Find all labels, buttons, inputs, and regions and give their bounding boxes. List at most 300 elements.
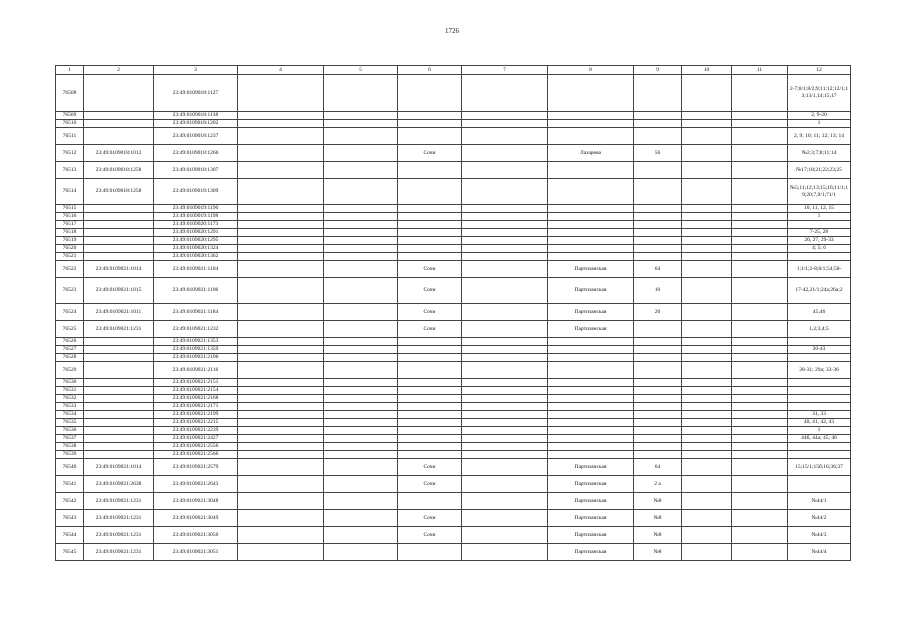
city-cell bbox=[398, 221, 462, 229]
column-10-cell bbox=[682, 321, 732, 338]
column-5-cell bbox=[324, 162, 398, 179]
record-number-cell: 76529 bbox=[56, 362, 84, 379]
room-numbers-cell bbox=[788, 451, 851, 459]
record-number-cell: 76510 bbox=[56, 120, 84, 128]
column-7-cell bbox=[462, 527, 548, 544]
cadastral-number-cell: 23:49:0109021:2116 bbox=[154, 362, 238, 379]
city-cell bbox=[398, 346, 462, 354]
house-number-cell: №8 bbox=[634, 544, 682, 561]
room-numbers-cell: №17;18;21;22;23;25 bbox=[788, 162, 851, 179]
street-cell bbox=[548, 253, 634, 261]
record-number-cell: 76522 bbox=[56, 261, 84, 278]
column-7-cell bbox=[462, 395, 548, 403]
house-number-cell: 10 bbox=[634, 278, 682, 304]
city-cell bbox=[398, 205, 462, 213]
cadastral-number-cell: 23:49:0109021:3048 bbox=[154, 493, 238, 510]
house-number-cell bbox=[634, 205, 682, 213]
table-row bbox=[56, 443, 851, 451]
column-5-cell bbox=[324, 354, 398, 362]
column-11-cell bbox=[732, 427, 788, 435]
house-number-cell bbox=[634, 128, 682, 145]
table-row bbox=[56, 362, 851, 379]
city-cell bbox=[398, 411, 462, 419]
street-cell bbox=[548, 128, 634, 145]
cadastral-number-cell: 23:49:0109021:2556 bbox=[154, 443, 238, 451]
column-4-cell bbox=[238, 128, 324, 145]
column-10-cell bbox=[682, 419, 732, 427]
column-7-cell bbox=[462, 544, 548, 561]
room-numbers-cell bbox=[788, 476, 851, 493]
record-number-cell: 76544 bbox=[56, 527, 84, 544]
column-4-cell bbox=[238, 354, 324, 362]
column-5-cell bbox=[324, 493, 398, 510]
record-number-cell: 76521 bbox=[56, 253, 84, 261]
cadastral-number-cell: 23:49:0109018:1237 bbox=[154, 128, 238, 145]
column-11-cell bbox=[732, 451, 788, 459]
column-7-cell bbox=[462, 213, 548, 221]
street-cell: Партизанская bbox=[548, 544, 634, 561]
house-number-cell: 56 bbox=[634, 145, 682, 162]
column-7-cell bbox=[462, 245, 548, 253]
column-4-cell bbox=[238, 527, 324, 544]
column-10-cell bbox=[682, 459, 732, 476]
parent-cadastral-number-cell bbox=[84, 338, 154, 346]
street-cell: Партизанская bbox=[548, 304, 634, 321]
cadastral-number-cell: 23:49:0109021:2215 bbox=[154, 419, 238, 427]
column-11-cell bbox=[732, 443, 788, 451]
street-cell bbox=[548, 451, 634, 459]
column-11-cell bbox=[732, 459, 788, 476]
column-10-cell bbox=[682, 229, 732, 237]
city-cell bbox=[398, 179, 462, 205]
column-5-cell bbox=[324, 278, 398, 304]
column-7-cell bbox=[462, 237, 548, 245]
parent-cadastral-number-cell bbox=[84, 362, 154, 379]
table-row bbox=[56, 451, 851, 459]
column-10-cell bbox=[682, 443, 732, 451]
column-10-cell bbox=[682, 403, 732, 411]
column-5-cell bbox=[324, 145, 398, 162]
column-11-cell bbox=[732, 237, 788, 245]
room-numbers-cell: 2, 9-20 bbox=[788, 112, 851, 120]
house-number-cell bbox=[634, 245, 682, 253]
column-4-cell bbox=[238, 395, 324, 403]
table-row bbox=[56, 112, 851, 120]
city-cell bbox=[398, 128, 462, 145]
house-number-cell bbox=[634, 354, 682, 362]
column-4-cell bbox=[238, 162, 324, 179]
street-cell bbox=[548, 112, 634, 120]
column-5-cell bbox=[324, 245, 398, 253]
city-cell bbox=[398, 338, 462, 346]
city-cell bbox=[398, 120, 462, 128]
column-7-cell bbox=[462, 493, 548, 510]
column-10-cell bbox=[682, 527, 732, 544]
record-number-cell: 76523 bbox=[56, 278, 84, 304]
column-5-cell bbox=[324, 253, 398, 261]
house-number-cell bbox=[634, 379, 682, 387]
cadastral-number-cell: 23:49:0109020:1173 bbox=[154, 221, 238, 229]
room-numbers-cell: 1 bbox=[788, 427, 851, 435]
room-numbers-cell: 4; 5; 6 bbox=[788, 245, 851, 253]
column-4-cell bbox=[238, 253, 324, 261]
column-4-cell bbox=[238, 145, 324, 162]
city-cell bbox=[398, 112, 462, 120]
record-number-cell: 76527 bbox=[56, 346, 84, 354]
record-number-cell: 76533 bbox=[56, 403, 84, 411]
cadastral-number-cell: 23:49:0109020:1324 bbox=[154, 245, 238, 253]
column-7-cell bbox=[462, 411, 548, 419]
column-11-cell bbox=[732, 346, 788, 354]
city-cell bbox=[398, 419, 462, 427]
room-numbers-cell: 17-42,21/1;24а;26а;2 bbox=[788, 278, 851, 304]
table-row bbox=[56, 411, 851, 419]
record-number-cell: 76513 bbox=[56, 162, 84, 179]
column-11-cell bbox=[732, 403, 788, 411]
city-cell bbox=[398, 493, 462, 510]
column-5-cell bbox=[324, 338, 398, 346]
house-number-cell: №8 bbox=[634, 493, 682, 510]
street-cell bbox=[548, 221, 634, 229]
table-row bbox=[56, 261, 851, 278]
column-4-cell bbox=[238, 229, 324, 237]
record-number-cell: 76540 bbox=[56, 459, 84, 476]
column-11-cell bbox=[732, 379, 788, 387]
cadastral-number-cell: 23:49:0109021:3050 bbox=[154, 527, 238, 544]
column-7-cell bbox=[462, 354, 548, 362]
column-4-cell bbox=[238, 544, 324, 561]
column-11-cell bbox=[732, 221, 788, 229]
street-cell: Партизанская bbox=[548, 493, 634, 510]
parent-cadastral-number-cell bbox=[84, 427, 154, 435]
room-numbers-cell bbox=[788, 387, 851, 395]
column-4-cell bbox=[238, 362, 324, 379]
column-7-cell bbox=[462, 419, 548, 427]
street-cell bbox=[548, 427, 634, 435]
city-cell bbox=[398, 451, 462, 459]
record-number-cell: 76534 bbox=[56, 411, 84, 419]
column-5-cell bbox=[324, 75, 398, 112]
column-7-cell bbox=[462, 510, 548, 527]
room-numbers-cell: 26, 27, 29-33 bbox=[788, 237, 851, 245]
record-number-cell: 76545 bbox=[56, 544, 84, 561]
room-numbers-cell: 1 bbox=[788, 120, 851, 128]
house-number-cell bbox=[634, 237, 682, 245]
street-cell: Лазарева bbox=[548, 145, 634, 162]
table-row bbox=[56, 245, 851, 253]
column-11-cell bbox=[732, 162, 788, 179]
record-number-cell: 76525 bbox=[56, 321, 84, 338]
column-11-cell bbox=[732, 544, 788, 561]
column-5-cell bbox=[324, 179, 398, 205]
cadastral-number-cell: 23:49:0109020:1295 bbox=[154, 237, 238, 245]
column-7-cell bbox=[462, 253, 548, 261]
column-11-cell bbox=[732, 411, 788, 419]
column-4-cell bbox=[238, 321, 324, 338]
table-row bbox=[56, 145, 851, 162]
column-4-cell bbox=[238, 261, 324, 278]
column-4-cell bbox=[238, 213, 324, 221]
house-number-cell bbox=[634, 403, 682, 411]
table-row bbox=[56, 120, 851, 128]
column-7-cell bbox=[462, 128, 548, 145]
city-cell bbox=[398, 354, 462, 362]
room-numbers-cell bbox=[788, 221, 851, 229]
column-5-cell bbox=[324, 411, 398, 419]
street-cell: Партизанская bbox=[548, 510, 634, 527]
column-5-cell bbox=[324, 261, 398, 278]
parent-cadastral-number-cell bbox=[84, 128, 154, 145]
column-7-cell bbox=[462, 120, 548, 128]
room-numbers-cell: 1,2;3,4;5 bbox=[788, 321, 851, 338]
cadastral-number-cell: 23:49:0109021:3051 bbox=[154, 544, 238, 561]
record-number-cell: 76541 bbox=[56, 476, 84, 493]
column-11-cell bbox=[732, 261, 788, 278]
table-row bbox=[56, 338, 851, 346]
column-5-cell bbox=[324, 427, 398, 435]
column-4-cell bbox=[238, 443, 324, 451]
cadastral-number-cell: 23:49:0109021:2199 bbox=[154, 411, 238, 419]
column-header: 12 bbox=[788, 66, 851, 75]
column-5-cell bbox=[324, 221, 398, 229]
parent-cadastral-number-cell bbox=[84, 451, 154, 459]
parent-cadastral-number-cell bbox=[84, 411, 154, 419]
record-number-cell: 76538 bbox=[56, 443, 84, 451]
column-header: 1 bbox=[56, 66, 84, 75]
column-10-cell bbox=[682, 179, 732, 205]
house-number-cell bbox=[634, 221, 682, 229]
house-number-cell: 64 bbox=[634, 261, 682, 278]
table-row bbox=[56, 179, 851, 205]
parent-cadastral-number-cell bbox=[84, 237, 154, 245]
column-7-cell bbox=[462, 387, 548, 395]
column-10-cell bbox=[682, 362, 732, 379]
cadastral-number-cell: 23:49:0109019:1198 bbox=[154, 213, 238, 221]
cadastral-number-cell: 23:49:0109021:1353 bbox=[154, 338, 238, 346]
city-cell: Сочи bbox=[398, 278, 462, 304]
column-10-cell bbox=[682, 112, 732, 120]
parent-cadastral-number-cell bbox=[84, 354, 154, 362]
parent-cadastral-number-cell bbox=[84, 253, 154, 261]
city-cell bbox=[398, 443, 462, 451]
table-row bbox=[56, 493, 851, 510]
record-number-cell: 76528 bbox=[56, 354, 84, 362]
street-cell bbox=[548, 435, 634, 443]
parent-cadastral-number-cell: 23:49:0109021:1014 bbox=[84, 261, 154, 278]
house-number-cell bbox=[634, 387, 682, 395]
room-numbers-cell bbox=[788, 253, 851, 261]
street-cell bbox=[548, 443, 634, 451]
parent-cadastral-number-cell bbox=[84, 387, 154, 395]
column-5-cell bbox=[324, 544, 398, 561]
street-cell: Партизанская bbox=[548, 321, 634, 338]
column-11-cell bbox=[732, 245, 788, 253]
column-5-cell bbox=[324, 205, 398, 213]
column-11-cell bbox=[732, 179, 788, 205]
column-header: 3 bbox=[154, 66, 238, 75]
table-row bbox=[56, 510, 851, 527]
column-10-cell bbox=[682, 278, 732, 304]
parent-cadastral-number-cell: 23:49:0109021:1231 bbox=[84, 321, 154, 338]
table-row bbox=[56, 346, 851, 354]
city-cell: Сочи bbox=[398, 304, 462, 321]
parent-cadastral-number-cell bbox=[84, 379, 154, 387]
column-7-cell bbox=[462, 162, 548, 179]
parent-cadastral-number-cell bbox=[84, 346, 154, 354]
column-header: 11 bbox=[732, 66, 788, 75]
room-numbers-cell bbox=[788, 403, 851, 411]
house-number-cell: №8 bbox=[634, 510, 682, 527]
record-number-cell: 76511 bbox=[56, 128, 84, 145]
parent-cadastral-number-cell bbox=[84, 229, 154, 237]
column-11-cell bbox=[732, 304, 788, 321]
cadastral-number-cell: 23:49:0109021:1232 bbox=[154, 321, 238, 338]
column-4-cell bbox=[238, 338, 324, 346]
city-cell: Сочи bbox=[398, 476, 462, 493]
column-10-cell bbox=[682, 221, 732, 229]
column-5-cell bbox=[324, 451, 398, 459]
cadastral-number-cell: 23:49:0109021:2643 bbox=[154, 476, 238, 493]
room-numbers-cell: 1 bbox=[788, 213, 851, 221]
table-row bbox=[56, 304, 851, 321]
parent-cadastral-number-cell: 23:49:0109018:1012 bbox=[84, 145, 154, 162]
room-numbers-cell bbox=[788, 338, 851, 346]
table-row bbox=[56, 544, 851, 561]
column-10-cell bbox=[682, 493, 732, 510]
table-row bbox=[56, 476, 851, 493]
column-4-cell bbox=[238, 403, 324, 411]
city-cell: Сочи bbox=[398, 145, 462, 162]
column-5-cell bbox=[324, 229, 398, 237]
column-header: 8 bbox=[548, 66, 634, 75]
street-cell: Партизанская bbox=[548, 527, 634, 544]
column-7-cell bbox=[462, 459, 548, 476]
city-cell bbox=[398, 379, 462, 387]
city-cell: Сочи bbox=[398, 261, 462, 278]
record-number-cell: 76515 bbox=[56, 205, 84, 213]
column-4-cell bbox=[238, 476, 324, 493]
page-number: 1726 bbox=[445, 27, 459, 35]
cadastral-number-cell: 23:49:0109018:1309 bbox=[154, 179, 238, 205]
city-cell bbox=[398, 435, 462, 443]
house-number-cell bbox=[634, 346, 682, 354]
column-10-cell bbox=[682, 510, 732, 527]
column-4-cell bbox=[238, 493, 324, 510]
record-number-cell: 76542 bbox=[56, 493, 84, 510]
street-cell bbox=[548, 362, 634, 379]
cadastral-number-cell: 23:49:0109018:1266 bbox=[154, 145, 238, 162]
record-number-cell: 76539 bbox=[56, 451, 84, 459]
house-number-cell bbox=[634, 443, 682, 451]
house-number-cell: 20 bbox=[634, 304, 682, 321]
cadastral-number-cell: 23:49:0109018:1307 bbox=[154, 162, 238, 179]
parent-cadastral-number-cell bbox=[84, 403, 154, 411]
city-cell bbox=[398, 253, 462, 261]
room-numbers-cell: 10, 11, 12, 15 bbox=[788, 205, 851, 213]
record-number-cell: 76519 bbox=[56, 237, 84, 245]
column-5-cell bbox=[324, 379, 398, 387]
parent-cadastral-number-cell: 23:49:0109021:1231 bbox=[84, 544, 154, 561]
column-5-cell bbox=[324, 435, 398, 443]
column-11-cell bbox=[732, 419, 788, 427]
column-11-cell bbox=[732, 527, 788, 544]
street-cell bbox=[548, 213, 634, 221]
column-11-cell bbox=[732, 112, 788, 120]
record-number-cell: 76543 bbox=[56, 510, 84, 527]
parent-cadastral-number-cell bbox=[84, 435, 154, 443]
column-11-cell bbox=[732, 362, 788, 379]
column-10-cell bbox=[682, 346, 732, 354]
parent-cadastral-number-cell: 23:49:0109021:1011 bbox=[84, 304, 154, 321]
column-11-cell bbox=[732, 395, 788, 403]
house-number-cell bbox=[634, 162, 682, 179]
city-cell bbox=[398, 427, 462, 435]
record-number-cell: 76536 bbox=[56, 427, 84, 435]
column-4-cell bbox=[238, 510, 324, 527]
house-number-cell bbox=[634, 419, 682, 427]
column-10-cell bbox=[682, 354, 732, 362]
column-4-cell bbox=[238, 237, 324, 245]
cadastral-number-cell: 23:49:0109021:1359 bbox=[154, 346, 238, 354]
column-10-cell bbox=[682, 338, 732, 346]
city-cell bbox=[398, 403, 462, 411]
column-7-cell bbox=[462, 179, 548, 205]
room-numbers-cell: 7-25, 28 bbox=[788, 229, 851, 237]
column-7-cell bbox=[462, 229, 548, 237]
room-numbers-cell: 28-31; 29а; 33-36 bbox=[788, 362, 851, 379]
parent-cadastral-number-cell: 23:49:0109021:1231 bbox=[84, 527, 154, 544]
table-row bbox=[56, 213, 851, 221]
column-5-cell bbox=[324, 476, 398, 493]
column-7-cell bbox=[462, 379, 548, 387]
cadastral-number-cell: 23:49:0109021:1104 bbox=[154, 261, 238, 278]
column-10-cell bbox=[682, 451, 732, 459]
house-number-cell: №8 bbox=[634, 527, 682, 544]
column-5-cell bbox=[324, 403, 398, 411]
column-7-cell bbox=[462, 278, 548, 304]
room-numbers-cell: 44б, 44а; 45; 46 bbox=[788, 435, 851, 443]
record-number-cell: 76526 bbox=[56, 338, 84, 346]
cadastral-number-cell: 23:49:0109018:1138 bbox=[154, 112, 238, 120]
column-11-cell bbox=[732, 75, 788, 112]
city-cell: Сочи bbox=[398, 527, 462, 544]
column-7-cell bbox=[462, 346, 548, 354]
city-cell bbox=[398, 229, 462, 237]
column-11-cell bbox=[732, 278, 788, 304]
table-row bbox=[56, 395, 851, 403]
street-cell bbox=[548, 379, 634, 387]
table-row bbox=[56, 221, 851, 229]
room-numbers-cell: 1;1/1;2-8;8/1;54;58- bbox=[788, 261, 851, 278]
room-numbers-cell: №44/2 bbox=[788, 510, 851, 527]
room-numbers-cell bbox=[788, 443, 851, 451]
room-numbers-cell: 2, 9; 10; 11; 12; 13; 14 bbox=[788, 128, 851, 145]
column-5-cell bbox=[324, 419, 398, 427]
column-5-cell bbox=[324, 213, 398, 221]
house-number-cell bbox=[634, 112, 682, 120]
column-5-cell bbox=[324, 527, 398, 544]
column-4-cell bbox=[238, 75, 324, 112]
column-11-cell bbox=[732, 229, 788, 237]
column-4-cell bbox=[238, 459, 324, 476]
house-number-cell bbox=[634, 451, 682, 459]
city-cell: Сочи bbox=[398, 459, 462, 476]
cadastral-number-cell: 23:49:0109021:2566 bbox=[154, 451, 238, 459]
house-number-cell bbox=[634, 179, 682, 205]
parent-cadastral-number-cell: 23:49:0109021:1231 bbox=[84, 493, 154, 510]
house-number-cell bbox=[634, 75, 682, 112]
cadastral-number-cell: 23:49:0109018:1127 bbox=[154, 75, 238, 112]
